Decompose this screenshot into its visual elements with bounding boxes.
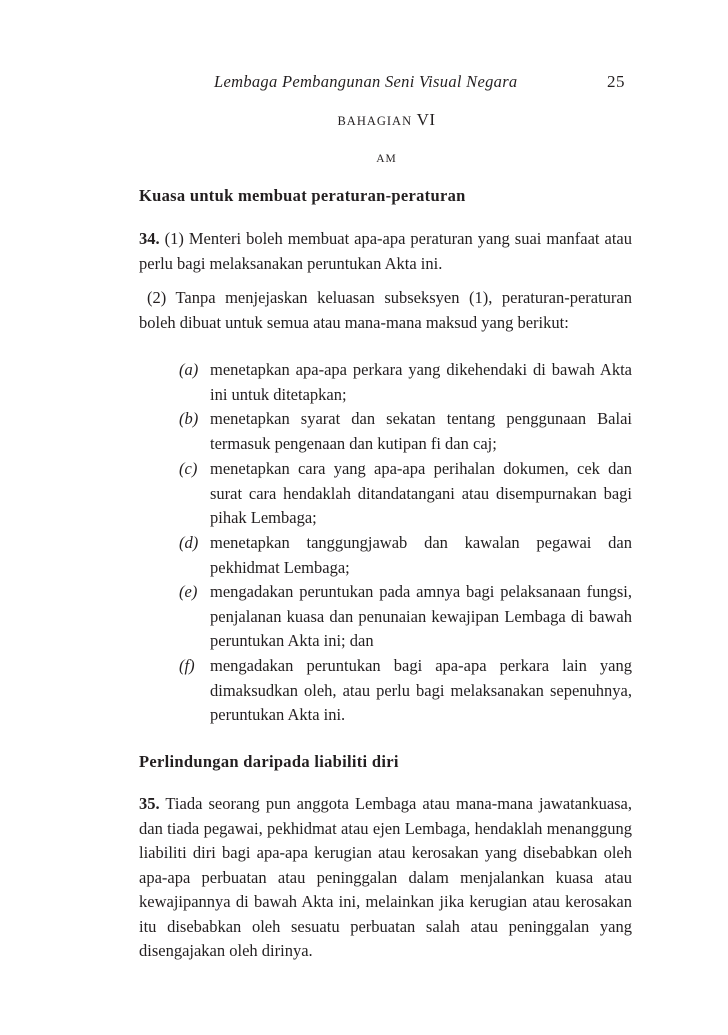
part-subtitle: AM — [376, 153, 397, 165]
item-text: menetapkan apa-apa perkara yang dikehendaki di bawah Akta ini untuk ditetapkan; — [210, 360, 632, 404]
item-label: (e) — [179, 582, 198, 601]
item-label: (d) — [179, 533, 199, 552]
subsection-1-text: (1) Menteri boleh membuat apa-apa peraturan yang suai manfaat atau perlu bagi melaksanakan peruntukan Akta ini. — [139, 229, 632, 273]
part-title — [0, 110, 728, 130]
section-35-body — [139, 792, 632, 964]
item-label: (a) — [179, 360, 199, 379]
item-label: (f) — [179, 656, 195, 675]
section-34-heading: Kuasa untuk membuat peraturan-peraturan — [139, 186, 466, 205]
section-35-heading: Perlindungan daripada liabiliti diri — [139, 752, 399, 771]
section-35-text: Tiada seorang pun anggota Lembaga atau mana-mana jawatankuasa, dan tiada pegawai, pekhidmat atau ejen Lembaga, hendaklah menanggung liabiliti diri bagi apa-apa kerugian atau kerosakan yang disebabkan oleh apa-apa perbuatan atau peninggalan dalam menjalankan kuasa atau kewajipannya di bawah Akta ini, melainkan jika kerugian atau kerosakan itu disebabkan oleh sesuatu perbuatan salah atau peninggalan yang disengajakan oleh dirinya. — [139, 794, 633, 960]
list-item — [179, 580, 632, 654]
section-35-number: 35. — [139, 794, 160, 813]
item-label: (b) — [179, 409, 199, 428]
item-text: menetapkan tanggungjawab dan kawalan pegawai dan pekhidmat Lembaga; — [210, 533, 632, 577]
list-item — [179, 407, 632, 456]
list-item — [179, 457, 632, 531]
page-number: 25 — [607, 72, 625, 91]
item-text: mengadakan peruntukan bagi apa-apa perkara lain yang dimaksudkan oleh, atau perlu bagi melaksanakan sepenuhnya, peruntukan Akta ini. — [210, 656, 632, 724]
item-text: menetapkan cara yang apa-apa perihalan dokumen, cek dan surat cara hendaklah ditandatangani atau disempurnakan bagi pihak Lembaga; — [210, 459, 632, 527]
item-text: mengadakan peruntukan pada amnya bagi pelaksanaan fungsi, penjalanan kuasa dan penunaian kewajipan Lembaga di bawah peruntukan Akta ini; dan — [210, 582, 632, 650]
list-item — [179, 654, 632, 728]
section-34-subsection-2: (2) Tanpa menjejaskan keluasan subseksyen (1), peraturan-peraturan boleh dibuat untuk semua atau mana-mana maksud yang berikut: — [139, 288, 632, 332]
item-label: (c) — [179, 459, 198, 478]
running-title: Lembaga Pembangunan Seni Visual Negara — [214, 72, 518, 91]
section-34-number: 34. — [139, 229, 160, 248]
section-34-subsection-1 — [139, 227, 632, 276]
list-item — [179, 531, 632, 580]
part-label: BAHAGIAN — [337, 114, 413, 128]
list-item — [179, 358, 632, 407]
item-text: menetapkan syarat dan sekatan tentang penggunaan Balai termasuk pengenaan dan kutipan fi dan caj; — [210, 409, 632, 453]
part-number: VI — [416, 110, 436, 129]
